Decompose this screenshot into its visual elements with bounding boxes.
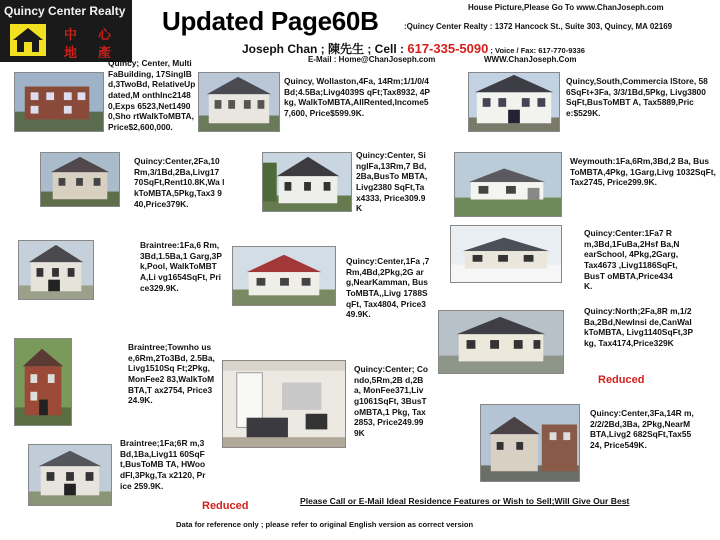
listing-description: Quincy, Wollaston,4Fa, 14Rm;1/1/0/4Bd;4.5Ba;Livg4039S qFt;Tax8932, 4Pkg, WalkToMBTA,AllRented,Income5 7,600, Price$599.9K. [284,76,430,119]
agent-name: Joseph Chan ; 陳先生 ; Cell : [242,42,408,56]
call-to-action: Please Call or E-Mail Ideal Residence Features or Wish to Sell;Will Give Our Best [300,496,630,506]
agent-phone: 617-335-5090 [407,41,489,56]
listing-photo [454,152,562,217]
agent-fax: ; Voice / Fax: 617-770-9336 [488,46,585,55]
brand-cjk-char: 地 [64,46,78,61]
listing-photo [198,72,280,132]
reduced-badge: Reduced [202,500,249,512]
listing-description: Quincy,South,Commercia lStore, 586SqFt+3Fa, 3/3/1Bd,5Pkg, Livg3800SqFt,BusToMBT A, Tax5889,Price:$529K. [566,76,708,119]
website-link: WWW.ChanJoseph.Com [484,55,577,64]
office-address: :Quincy Center Realty : 1372 Hancock St., Suite 303, Quincy, MA 02169 [404,22,673,31]
listing-photo [14,72,104,132]
listing-description: Braintree;Townho use,6Rm,2To3Bd, 2.5Ba,Livg1510Sq Ft;2Pkg,MonFee2 83,WalkToMBTA,T ax2754, Price324.9K. [128,342,215,406]
page-title: Updated Page60B [162,6,379,36]
email-address: E-Mail : Home@ChanJoseph.com [308,55,436,64]
listing-description: Quincy:Center,1Fa ,7Rm,4Bd,2Pkg,2G arg,NearKamman, BusToMBTA,,Livg 1788SqFt, Tax4804, Price349.9K. [346,256,430,320]
listing-description: Weymouth:1Fa,6Rm,3Bd,2 Ba, Bus ToMBTA,4Pkg, 1Garg,Livg 1032SqFt, Tax2745, Price299.9K. [570,156,716,188]
house-picture-note: House Picture,Please Go To www.ChanJoseph.com [468,3,664,12]
listing-photo [232,246,336,306]
listing-photo [450,225,562,283]
listing-description: Quincy; Center, MultiFaBuilding, 17SinglBd,3TwoBd, RelativeUpdated,M onthInc21480,Exps 6523,Net14900,Sho rtWalkToMBTA, Price$2,600,000. [108,58,196,133]
listing-description: Braintree:1Fa,6 Rm,3Bd,1.5Ba,1 Garg,3Pk,Pool, WalkToMBTA,Li vg1654SqFt, Price329.9K. [140,240,222,293]
brand-name: Quincy Center Realty [4,4,126,18]
listing-description: Quincy:Center, SinglFa,13Rm,7 Bd,2Ba,BusTo MBTA,Livg2380 SqFt,Tax4333, Price309.9K [356,150,428,214]
listing-photo [14,338,72,426]
listing-photo [468,72,560,132]
listing-photo [262,152,352,212]
listing-photo [480,404,580,482]
listing-description: Quincy:Center; Condo,5Rm,2B d,2Ba, MonFee371,Liv g1061SqFt, 3BusToMBTA,1 Pkg, Tax2853, Price249.999K [354,364,428,439]
listing-description: Quincy:Center,2Fa,10 Rm,3/1Bd,2Ba,Livg17 70SqFt,Rent10.8K,Wa lkToMBTA,5Pkg,Tax3 940,Price379K. [134,156,225,209]
house-logo-icon [10,24,46,56]
listing-photo [40,152,120,207]
listing-description: Quincy:Center,3Fa,14R m,2/2/2Bd,3Ba, 2Pkg,NearMBTA,Livg2 682SqFt,Tax5524, Price549K. [590,408,694,451]
brand-cjk-char: 產 [98,46,112,61]
listing-photo [438,310,564,374]
brand-cjk-char: 中 [64,28,78,43]
reduced-badge: Reduced [598,374,645,386]
brand-cjk-char: 心 [98,28,112,43]
listing-photo [18,240,94,300]
listing-description: Braintree;1Fa;6R m,3Bd,1Ba,Livg11 60SqFt,BusToMB TA, HWoodFl,3Pkg,Ta x2120, Price 259.9K. [120,438,206,491]
disclaimer: Data for reference only ; please refer to original English version as correct version [176,520,474,529]
listing-photo [222,360,346,448]
listing-description: Quincy:North;2Fa,8R m,1/2Ba,2Bd,NewInsi de,CanWalkToMBTA, Livg1140SqFt,3Pkg, Tax4174,Price329K [584,306,694,349]
listing-description: Quincy:Center:1Fa7 Rm,3Bd,1FuBa,2Hsf Ba,NearSchool, 4Pkg,2Garg,Tax4673 ,Livg1186SqFt,BusT oMBTA,Price434K. [584,228,680,292]
listing-photo [28,444,112,506]
